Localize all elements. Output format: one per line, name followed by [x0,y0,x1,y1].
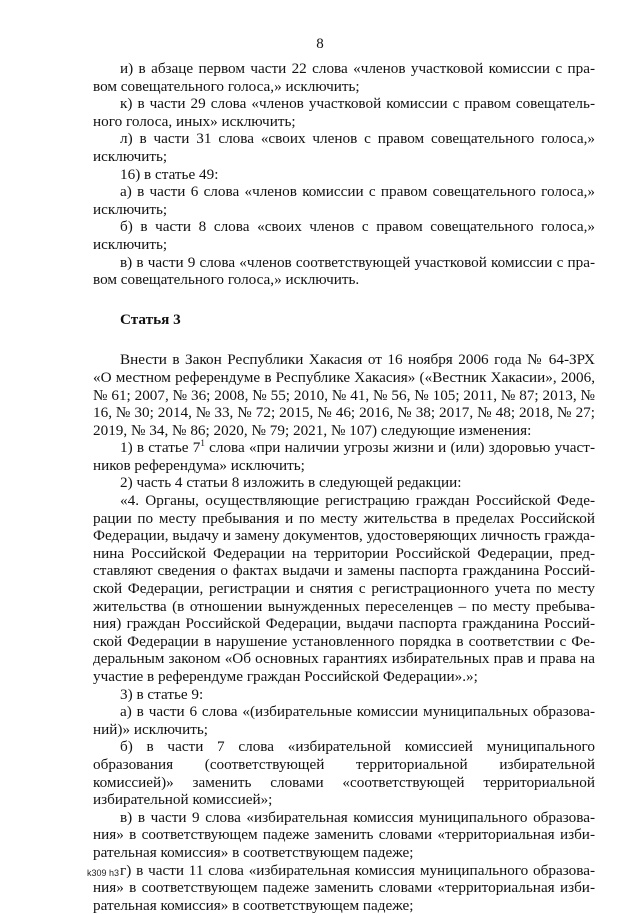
amendment-item-1 [93,439,595,474]
document-body [93,60,595,914]
amendment-subitem: а) в части 6 слова «(избирательные комиссии муниципальных образований)» исключить; [93,703,595,738]
quoted-new-text: «4. Органы, осуществляющие регистрацию граждан Российской Федерации по месту пребывания и по месту жительства в пределах Российской Федерации, выдачу и замену документов, удостоверяющих личность гражданина Российской Федерации на территории Российской Федерации, представляют сведения о фактах выдачи и замены паспорта гражданина Российской Федерации, регистрации и снятия с регистрационного учета по месту жительства (в отношении вынужденных переселенцев – по месту пребывания) граждан Российской Федерации, выдачи паспорта гражданина Российской Федерации в нарушение установленного порядка в соответствии с Федеральным законом «Об основных гарантиях избирательных прав и права на участие в референдуме граждан Российской Федерации».»; [93,492,595,685]
amendment-item-2: 2) часть 4 статьи 8 изложить в следующей редакции: [120,474,462,492]
amendment-subitem: б) в части 7 слова «избирательной комиссией муниципального образования (соответствующей территориальной избирательной комиссией)» заменить словами «соответствующей территориальной избирательной комиссией»; [93,738,595,809]
amendment-item-3: 3) в статье 9: [120,685,204,703]
superscript-index: 1 [200,438,205,449]
amendment-item: л) в части 31 слова «своих членов с правом совещательного голоса,» исключить; [93,130,595,165]
item1-text-start: 1) в статье 7 [120,439,201,457]
amendment-item: в) в части 9 слова «членов соответствующей участковой комиссии с правом совещательного голоса,» исключить. [93,253,595,289]
amendment-item: а) в части 6 слова «членов комиссии с правом совещательного голоса,» исключить; [93,183,595,218]
amendment-subitem: в) в части 9 слова «избирательная комиссия муниципального образования» в соответствующем падеже заменить словами «территориальная избирательная комиссия» в соответствующем падеже; [93,808,595,861]
item1-text-end: слова «при наличии угрозы жизни и (или) здоровью участников референдума» исключить; [93,439,595,474]
page-number: 8 [316,36,324,52]
amendment-item: б) в части 8 слова «своих членов с правом совещательного голоса,» исключить; [93,218,595,253]
amendment-item: и) в абзаце первом части 22 слова «членов участковой комиссии с правом совещательного голоса,» исключить; [93,60,595,95]
footer-document-code: k309 h3 [87,868,120,878]
amendment-subitem: г) в части 11 слова «избирательная комиссия муниципального образования» в соответствующем падеже заменить словами «территориальная избирательная комиссия» в соответствующем падеже; [93,861,595,914]
article-heading: Статья 3 [120,310,181,328]
amendment-item: к) в части 29 слова «членов участковой комиссии с правом совещательного голоса, иных» исключить; [93,95,595,130]
article-intro: Внести в Закон Республики Хакасия от 16 ноября 2006 года № 64-ЗРХ «О местном референдуме в Республике Хакасия» («Вестник Хакасии», 2006, № 61; 2007, № 36; 2008, № 55; 2010, № 41, № 56, № 105; 2011, № 87; 2013, № 16, № 30; 2014, № 33, № 72; 2015, № 46; 2016, № 38; 2017, № 48; 2018, № 27; 2019, № 34, № 86; 2020, № 79; 2021, № 107) следующие изменения: [93,351,595,439]
amendment-item: 16) в статье 49: [120,165,219,183]
